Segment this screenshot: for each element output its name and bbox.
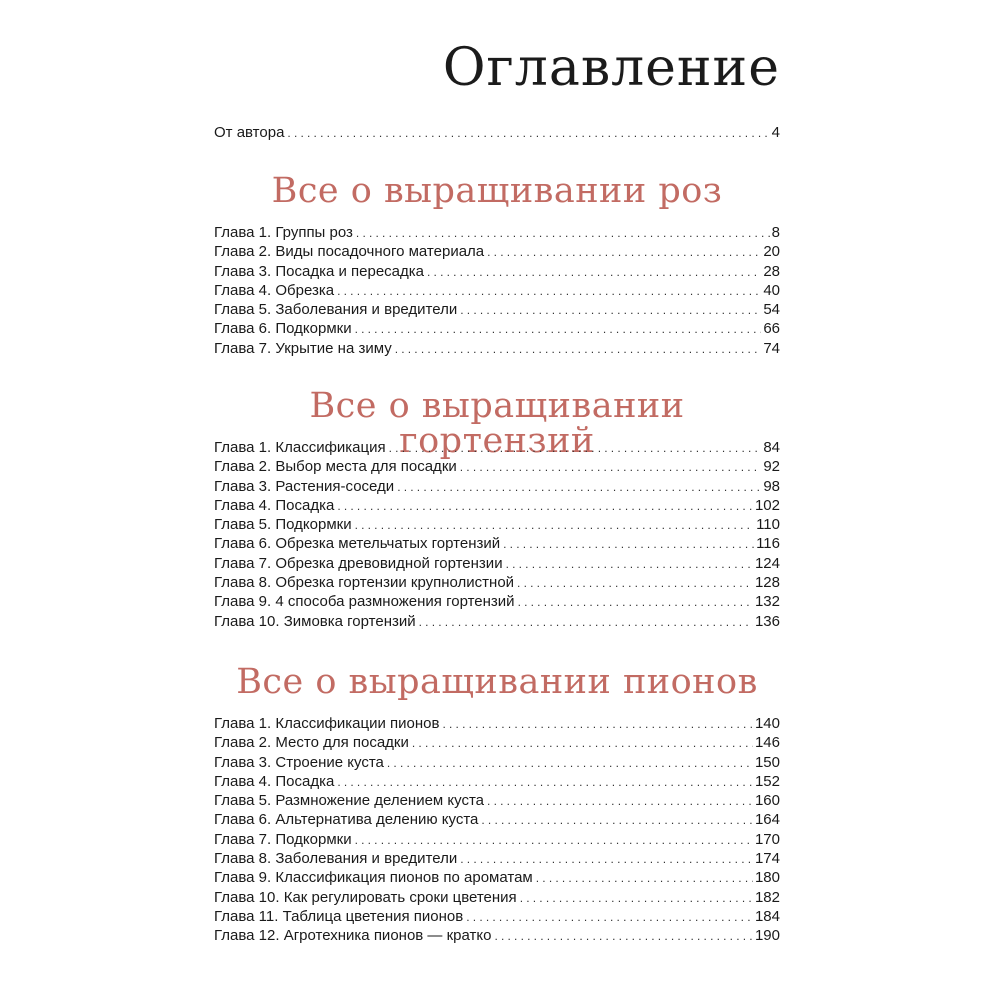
entry-page-number: 160	[754, 792, 780, 810]
entry-page-number: 152	[754, 772, 780, 790]
toc-entry[interactable]	[214, 554, 780, 573]
toc-entry[interactable]	[214, 477, 780, 496]
dot-leader	[427, 263, 761, 282]
toc-entry[interactable]	[214, 753, 780, 772]
entry-label: Глава 10. Как регулировать сроки цветения	[214, 888, 517, 906]
toc-entry[interactable]	[214, 714, 780, 733]
section-title: Все о выращивании роз	[271, 171, 723, 211]
toc-entry[interactable]	[214, 515, 780, 534]
entry-page-number: 124	[754, 554, 780, 572]
entry-page-number: 150	[754, 753, 780, 771]
dot-leader	[355, 320, 762, 339]
section-title: Все о выращивании пионов	[236, 662, 758, 702]
toc-entry[interactable]	[214, 319, 780, 338]
entry-page-number: 140	[754, 715, 780, 732]
dot-leader	[337, 773, 753, 792]
toc-entry[interactable]	[214, 242, 780, 261]
entry-page-number: 40	[763, 281, 780, 299]
entry-label: Глава 9. 4 способа размножения гортензий	[214, 593, 515, 611]
intro-entry	[214, 123, 780, 142]
entry-page-number: 182	[754, 888, 780, 906]
chapter-list	[214, 438, 780, 631]
entry-page-number: 174	[754, 850, 780, 868]
dot-leader	[536, 869, 753, 888]
entry-page-number: 28	[763, 262, 780, 280]
dot-leader	[337, 282, 761, 301]
dot-leader	[506, 555, 753, 574]
dot-leader	[487, 792, 753, 811]
entry-page-number: 4	[771, 124, 780, 141]
entry-label: Глава 5. Заболевания и вредители	[214, 301, 458, 319]
dot-leader	[355, 831, 753, 850]
dot-leader	[442, 715, 752, 734]
entry-page-number: 84	[763, 439, 780, 456]
dot-leader	[520, 889, 753, 908]
entry-page-number: 180	[754, 869, 780, 887]
entry-label: Глава 8. Обрезка гортензии крупнолистной	[214, 574, 515, 592]
dot-leader	[518, 593, 753, 612]
entry-page-number: 110	[756, 516, 780, 534]
entry-label: Глава 3. Растения-соседи	[214, 477, 395, 495]
entry-label: Глава 9. Классификация пионов по ароматам	[214, 869, 533, 887]
entry-label: Глава 3. Строение куста	[214, 753, 384, 771]
entry-page-number: 184	[754, 907, 780, 925]
entry-label: Глава 5. Подкормки	[214, 516, 352, 534]
dot-leader	[466, 908, 753, 927]
dot-leader	[517, 574, 753, 593]
dot-leader	[397, 478, 761, 497]
chapter-list	[214, 714, 780, 946]
toc-entry[interactable]	[214, 300, 780, 319]
toc-entry[interactable]	[214, 281, 780, 300]
entry-page-number: 8	[771, 224, 780, 241]
entry-page-number: 54	[763, 301, 780, 319]
toc-entry[interactable]	[214, 262, 780, 281]
entry-label: Глава 2. Выбор места для посадки	[214, 458, 457, 476]
dot-leader	[419, 613, 753, 632]
entry-page-number: 102	[754, 496, 780, 514]
toc-entry[interactable]	[214, 926, 780, 945]
entry-label: От автора	[214, 124, 285, 141]
entry-page-number: 128	[754, 574, 780, 592]
section-hydrangeas	[214, 386, 780, 631]
entry-page-number: 136	[754, 612, 780, 630]
entry-label: Глава 10. Зимовка гортензий	[214, 612, 416, 630]
toc-entry[interactable]	[214, 733, 780, 752]
entry-label: Глава 1. Классификация	[214, 439, 386, 456]
entry-label: Глава 5. Размножение делением куста	[214, 792, 485, 810]
toc-entry[interactable]	[214, 592, 780, 611]
entry-label: Глава 3. Посадка и пересадка	[214, 262, 425, 280]
toc-entry[interactable]	[214, 772, 780, 791]
toc-entry[interactable]	[214, 612, 780, 631]
entry-label: Глава 1. Классификации пионов	[214, 715, 440, 732]
entry-label: Глава 6. Альтернатива делению куста	[214, 811, 479, 829]
entry-label: Глава 1. Группы роз	[214, 224, 353, 241]
toc-entry[interactable]	[214, 907, 780, 926]
toc-entry[interactable]	[214, 534, 780, 553]
entry-page-number: 20	[763, 243, 780, 261]
entry-page-number: 74	[763, 339, 780, 357]
dot-leader	[389, 439, 762, 458]
toc-entry[interactable]	[214, 457, 780, 476]
dot-leader	[487, 243, 761, 262]
toc-entry[interactable]	[214, 123, 780, 142]
entry-label: Глава 6. Подкормки	[214, 320, 352, 338]
toc-entry[interactable]	[214, 810, 780, 829]
entry-label: Глава 8. Заболевания и вредители	[214, 850, 458, 868]
entry-label: Глава 7. Укрытие на зиму	[214, 339, 392, 357]
dot-leader	[494, 927, 753, 946]
dot-leader	[460, 301, 761, 320]
dot-leader	[460, 850, 753, 869]
entry-label: Глава 6. Обрезка метельчатых гортензий	[214, 535, 501, 553]
dot-leader	[395, 340, 762, 359]
toc-page	[214, 0, 780, 1000]
entry-label: Глава 4. Посадка	[214, 772, 335, 790]
dot-leader	[287, 124, 769, 143]
dot-leader	[387, 754, 753, 773]
entry-label: Глава 7. Обрезка древовидной гортензии	[214, 554, 503, 572]
entry-page-number: 170	[754, 830, 780, 848]
toc-entry[interactable]	[214, 496, 780, 515]
dot-leader	[412, 734, 753, 753]
toc-entry[interactable]	[214, 438, 780, 457]
entry-label: Глава 2. Виды посадочного материала	[214, 243, 485, 261]
entry-page-number: 190	[754, 927, 780, 945]
toc-entry[interactable]	[214, 868, 780, 887]
section-roses	[214, 171, 780, 358]
toc-entry[interactable]	[214, 223, 780, 242]
entry-label: Глава 2. Место для посадки	[214, 734, 409, 752]
section-peonies	[214, 662, 780, 946]
section-title: Все о выращивании гортензий	[309, 386, 685, 461]
toc-entry[interactable]	[214, 830, 780, 849]
toc-title: Оглавление	[442, 38, 780, 98]
dot-leader	[503, 535, 754, 554]
entry-label: Глава 4. Обрезка	[214, 281, 335, 299]
chapter-list	[214, 223, 780, 358]
entry-page-number: 98	[763, 477, 780, 495]
toc-entry[interactable]	[214, 888, 780, 907]
entry-page-number: 92	[763, 458, 780, 476]
entry-label: Глава 12. Агротехника пионов — кратко	[214, 927, 492, 945]
entry-page-number: 164	[754, 811, 780, 829]
dot-leader	[356, 224, 770, 243]
dot-leader	[355, 516, 755, 535]
toc-entry[interactable]	[214, 791, 780, 810]
dot-leader	[337, 497, 753, 516]
entry-label: Глава 4. Посадка	[214, 496, 335, 514]
entry-page-number: 146	[754, 734, 780, 752]
dot-leader	[460, 458, 762, 477]
entry-label: Глава 7. Подкормки	[214, 830, 352, 848]
entry-page-number: 116	[756, 535, 780, 553]
toc-entry[interactable]	[214, 573, 780, 592]
entry-label: Глава 11. Таблица цветения пионов	[214, 907, 464, 925]
toc-entry[interactable]	[214, 849, 780, 868]
entry-page-number: 132	[754, 593, 780, 611]
toc-entry[interactable]	[214, 339, 780, 358]
entry-page-number: 66	[763, 320, 780, 338]
dot-leader	[481, 811, 753, 830]
